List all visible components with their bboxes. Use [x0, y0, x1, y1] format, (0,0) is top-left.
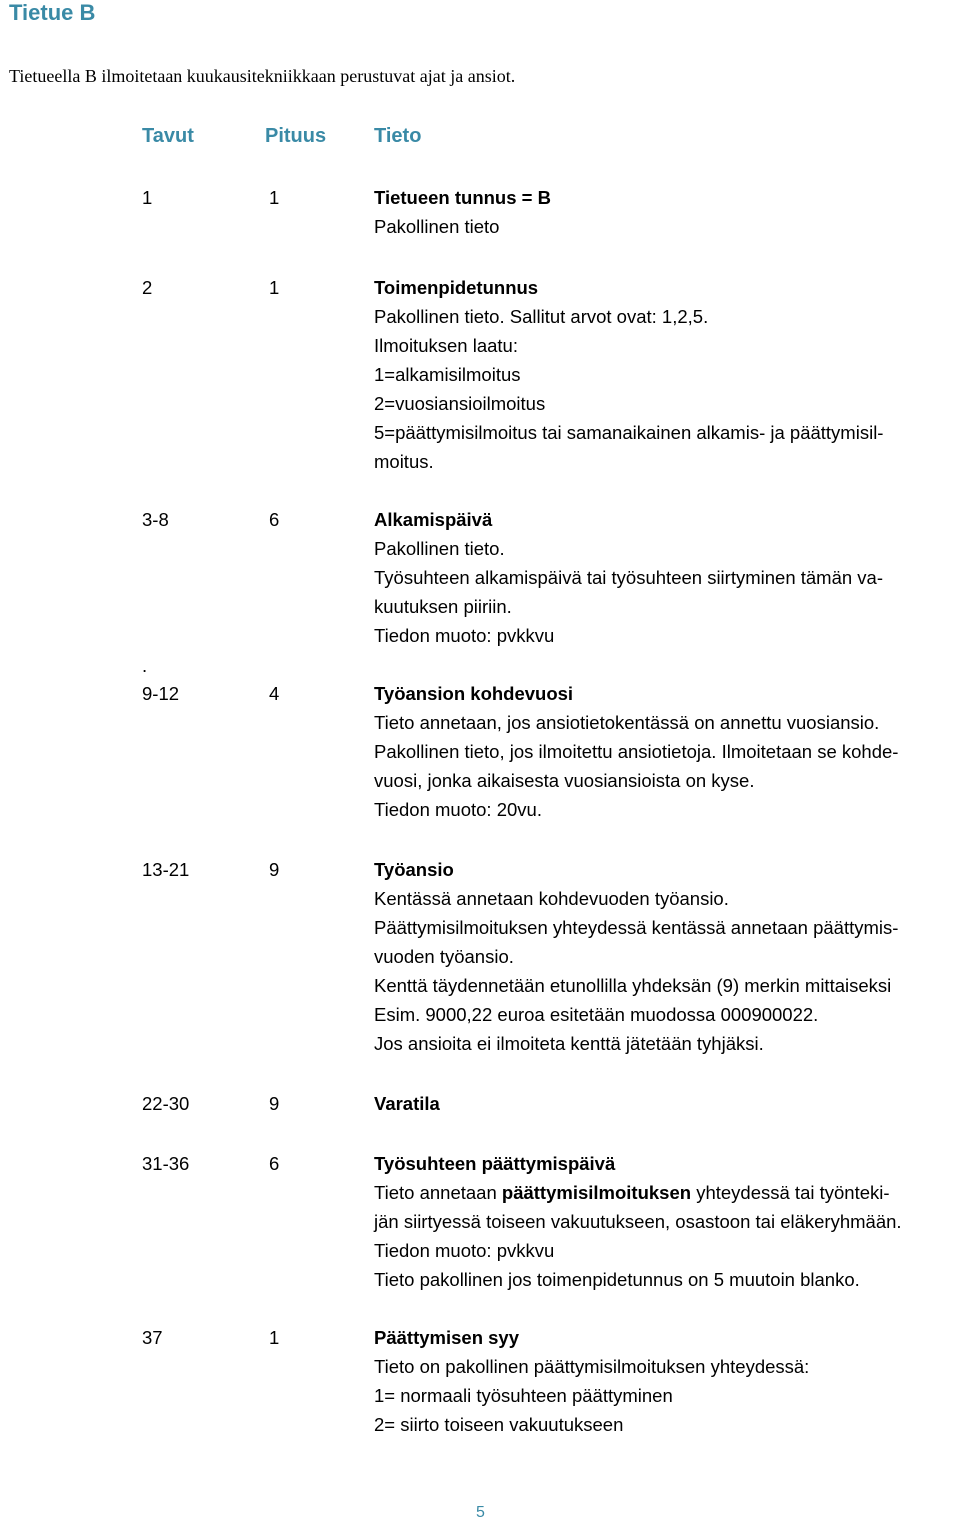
field-length: 1	[269, 1327, 280, 1348]
field-desc-line: vuosi, jonka aikaisesta vuosiansioista on kyse.	[374, 770, 755, 791]
field-name: Työansion kohdevuosi	[374, 683, 574, 704]
header-tieto: Tieto	[374, 125, 422, 147]
desc-emphasis: päättymisilmoituksen	[501, 1182, 692, 1203]
field-desc-line: Tieto pakollinen jos toimenpidetunnus on 5 muutoin blanko.	[374, 1269, 860, 1290]
field-length: 6	[269, 1153, 280, 1174]
intro-text: Tietueella B ilmoitetaan kuukausitekniikkaan perustuvat ajat ja ansiot.	[9, 66, 516, 86]
field-desc-line: jän siirtyessä toiseen vakuutukseen, osastoon tai eläkeryhmään.	[374, 1211, 902, 1232]
field-desc-line: 1=alkamisilmoitus	[374, 364, 521, 385]
field-name: Alkamispäivä	[374, 509, 493, 530]
field-bytes: 1	[142, 187, 153, 208]
page-title: Tietue B	[9, 0, 96, 25]
field-desc-line: Päättymisilmoituksen yhteydessä kentässä annetaan päättymis-	[374, 917, 899, 938]
field-name: Työsuhteen päättymispäivä	[374, 1153, 616, 1174]
field-desc-line: Työsuhteen alkamispäivä tai työsuhteen siirtyminen tämän va-	[374, 567, 884, 588]
field-desc-line: Esim. 9000,22 euroa esitetään muodossa 000900022.	[374, 1004, 819, 1025]
field-desc-line: moitus.	[374, 451, 434, 472]
field-desc-line: 2= siirto toiseen vakuutukseen	[374, 1414, 624, 1435]
field-desc-line: 5=päättymisilmoitus tai samanaikainen alkamis- ja päättymisil-	[374, 422, 884, 443]
field-bytes: 37	[142, 1327, 163, 1348]
field-length: 1	[269, 187, 280, 208]
field-desc-line	[374, 1178, 960, 1207]
field-desc-line: Tieto on pakollinen päättymisilmoituksen yhteydessä:	[374, 1356, 810, 1377]
field-name: Tietueen tunnus = B	[374, 187, 551, 208]
field-desc-line: vuoden työansio.	[374, 946, 514, 967]
field-length: 6	[269, 509, 280, 530]
field-name: Päättymisen syy	[374, 1327, 520, 1348]
field-bytes: 9-12	[142, 683, 180, 704]
field-desc-line: Tiedon muoto: pvkkvu	[374, 1240, 555, 1261]
field-bytes: 3-8	[142, 509, 169, 530]
field-bytes: 22-30	[142, 1093, 190, 1114]
field-desc-line: Tieto annetaan, jos ansiotietokentässä on annettu vuosiansio.	[374, 712, 880, 733]
field-desc-line: Pakollinen tieto, jos ilmoitettu ansiotietoja. Ilmoitetaan se kohde-	[374, 741, 899, 762]
field-name: Työansio	[374, 859, 454, 880]
field-length: 9	[269, 859, 280, 880]
field-bytes: 2	[142, 277, 153, 298]
field-desc-line: 1= normaali työsuhteen päättyminen	[374, 1385, 673, 1406]
field-length: 1	[269, 277, 280, 298]
field-desc-line: Jos ansioita ei ilmoiteta kenttä jätetään tyhjäksi.	[374, 1033, 764, 1054]
field-bytes: 31-36	[142, 1153, 190, 1174]
field-desc-line: Ilmoituksen laatu:	[374, 335, 518, 356]
field-desc-line: Pakollinen tieto	[374, 216, 500, 237]
field-desc-line: Kenttä täydennetään etunollilla yhdeksän (9) merkin mittaiseksi	[374, 975, 892, 996]
desc-text: yhteydessä tai työnteki-	[691, 1182, 890, 1203]
desc-text: Tieto annetaan	[374, 1182, 502, 1203]
field-desc-line: Pakollinen tieto.	[374, 538, 505, 559]
header-tavut: Tavut	[142, 125, 194, 147]
field-desc-line: Pakollinen tieto. Sallitut arvot ovat: 1,2,5.	[374, 306, 709, 327]
stray-dot: .	[142, 655, 148, 676]
header-pituus: Pituus	[265, 125, 327, 147]
field-desc-line: 2=vuosiansioilmoitus	[374, 393, 546, 414]
field-length: 9	[269, 1093, 280, 1114]
field-length: 4	[269, 683, 280, 704]
field-name: Toimenpidetunnus	[374, 277, 539, 298]
page-number: 5	[476, 1504, 485, 1521]
field-desc-line: Tiedon muoto: pvkkvu	[374, 625, 555, 646]
field-desc-line: Kentässä annetaan kohdevuoden työansio.	[374, 888, 729, 909]
field-bytes: 13-21	[142, 859, 190, 880]
field-name: Varatila	[374, 1093, 440, 1114]
field-desc-line: kuutuksen piiriin.	[374, 596, 512, 617]
field-desc-line: Tiedon muoto: 20vu.	[374, 799, 542, 820]
